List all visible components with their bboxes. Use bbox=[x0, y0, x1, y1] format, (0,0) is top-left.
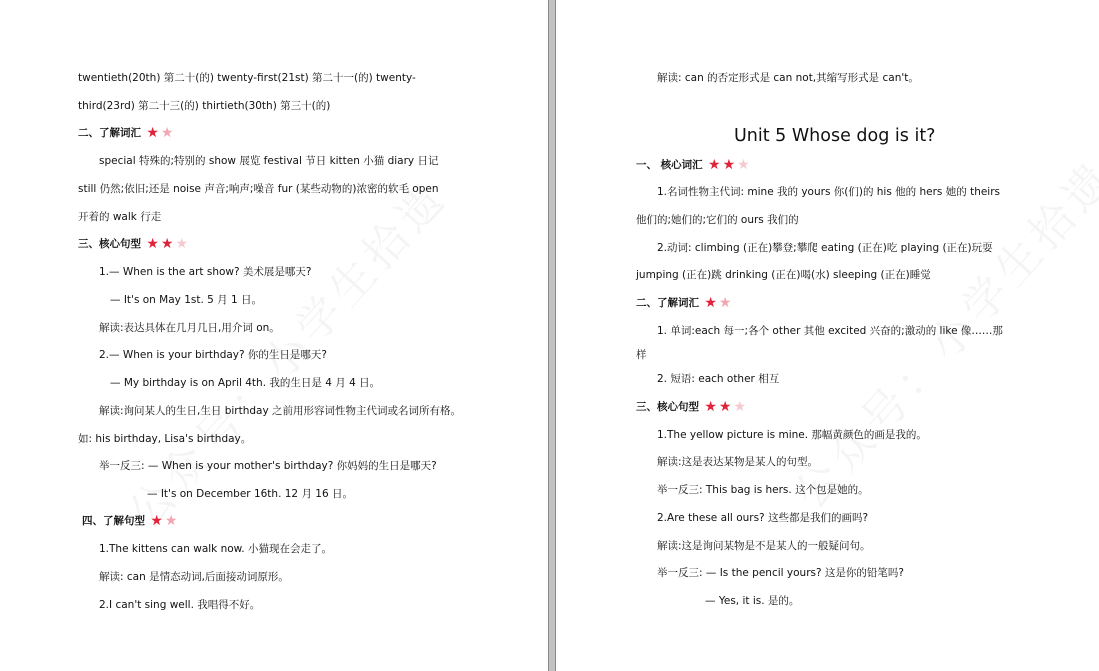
half-star-icon: ★ bbox=[718, 295, 732, 311]
section-heading bbox=[636, 400, 746, 414]
text-line: 解读: can 的否定形式是 can not,其缩写形式是 can't。 bbox=[657, 72, 919, 84]
text-line: — My birthday is on April 4th. 我的生日是 4 月 4 日。 bbox=[110, 377, 381, 389]
text-line: jumping (正在)跳 drinking (正在)喝(水) sleeping (正在)睡觉 bbox=[636, 269, 931, 281]
right-page bbox=[556, 0, 1099, 671]
text-line: 2.动词: climbing (正在)攀登;攀爬 eating (正在)吃 playing (正在)玩耍 bbox=[657, 242, 993, 254]
section-heading bbox=[636, 158, 750, 172]
section-title: 二、了解词汇 bbox=[78, 127, 141, 139]
text-line: 1.The kittens can walk now. 小猫现在会走了。 bbox=[99, 543, 332, 555]
star-icon: ★ bbox=[718, 399, 732, 415]
text-line: 2.I can't sing well. 我唱得不好。 bbox=[99, 599, 261, 611]
text-line: twentieth(20th) 第二十(的) twenty-first(21st) 第二十一(的) twenty- bbox=[78, 72, 416, 84]
section-heading bbox=[636, 296, 731, 310]
star-icon: ★ bbox=[146, 236, 159, 252]
text-line: 解读:表达具体在几月几日,用介词 on。 bbox=[99, 322, 280, 334]
star-icon: ★ bbox=[708, 157, 721, 173]
faint-star-icon: ★ bbox=[733, 399, 747, 415]
star-icon: ★ bbox=[704, 399, 717, 415]
text-line: 2.Are these all ours? 这些都是我们的画吗? bbox=[657, 512, 869, 524]
text-line: 举一反三: — Is the pencil yours? 这是你的铅笔吗? bbox=[657, 567, 904, 579]
half-star-icon: ★ bbox=[164, 513, 178, 529]
text-line: — It's on December 16th. 12 月 16 日。 bbox=[147, 488, 353, 500]
section-title: 三、核心句型 bbox=[636, 401, 699, 413]
text-line: 他们的;她们的;它们的 ours 我们的 bbox=[636, 214, 799, 226]
text-line: 样 bbox=[636, 349, 647, 361]
star-icon: ★ bbox=[160, 236, 174, 252]
text-line: 举一反三: — When is your mother's birthday? 你妈妈的生日是哪天? bbox=[99, 460, 437, 472]
text-line: 解读: can 是情态动词,后面接动词原形。 bbox=[99, 571, 289, 583]
unit-title: Unit 5 Whose dog is it? bbox=[734, 126, 936, 146]
text-line: special 特殊的;特别的 show 展览 festival 节日 kitten 小猫 diary 日记 bbox=[99, 155, 439, 167]
star-icon: ★ bbox=[722, 157, 736, 173]
text-line: 解读:这是表达某物是某人的句型。 bbox=[657, 456, 819, 468]
text-line: third(23rd) 第二十三(的) thirtieth(30th) 第三十(的) bbox=[78, 100, 331, 112]
section-title: 一、 核心词汇 bbox=[636, 159, 703, 171]
text-line: 1.名词性物主代词: mine 我的 yours 你(们)的 his 他的 hers 她的 theirs bbox=[657, 186, 1001, 198]
section-heading bbox=[78, 237, 188, 251]
section-title: 三、核心句型 bbox=[78, 238, 141, 250]
section-heading bbox=[78, 126, 173, 140]
text-line: 1.— When is the art show? 美术展是哪天? bbox=[99, 266, 312, 278]
section-title: 二、了解词汇 bbox=[636, 297, 699, 309]
text-line: 开着的 walk 行走 bbox=[78, 211, 162, 223]
text-line: 1.The yellow picture is mine. 那幅黄颜色的画是我的。 bbox=[657, 429, 927, 441]
section-title: 四、了解句型 bbox=[82, 515, 145, 527]
left-page bbox=[0, 0, 548, 671]
text-line: — It's on May 1st. 5 月 1 日。 bbox=[110, 294, 263, 306]
star-icon: ★ bbox=[150, 513, 163, 529]
text-line: 2. 短语: each other 相互 bbox=[657, 373, 780, 385]
text-line: 2.— When is your birthday? 你的生日是哪天? bbox=[99, 349, 327, 361]
text-line: still 仍然;依旧;还是 noise 声音;响声;噪音 fur (某些动物的)浓密的软毛 open bbox=[78, 183, 439, 195]
page-divider bbox=[548, 0, 556, 671]
text-line: 1. 单词:each 每一;各个 other 其他 excited 兴奋的;激动的 like 像……那 bbox=[657, 325, 1003, 337]
text-line: 如: his birthday, Lisa's birthday。 bbox=[78, 433, 252, 445]
faint-star-icon: ★ bbox=[175, 236, 189, 252]
half-star-icon: ★ bbox=[160, 125, 174, 141]
section-heading bbox=[82, 514, 177, 528]
text-line: 解读:询问某人的生日,生日 birthday 之前用形容词性物主代词或名词所有格。 bbox=[99, 405, 462, 417]
faint-star-icon: ★ bbox=[737, 157, 750, 173]
text-line: — Yes, it is. 是的。 bbox=[705, 595, 800, 607]
star-icon: ★ bbox=[704, 295, 717, 311]
star-icon: ★ bbox=[146, 125, 159, 141]
text-line: 举一反三: This bag is hers. 这个包是她的。 bbox=[657, 484, 869, 496]
text-line: 解读:这是询问某物是不是某人的一般疑问句。 bbox=[657, 540, 871, 552]
